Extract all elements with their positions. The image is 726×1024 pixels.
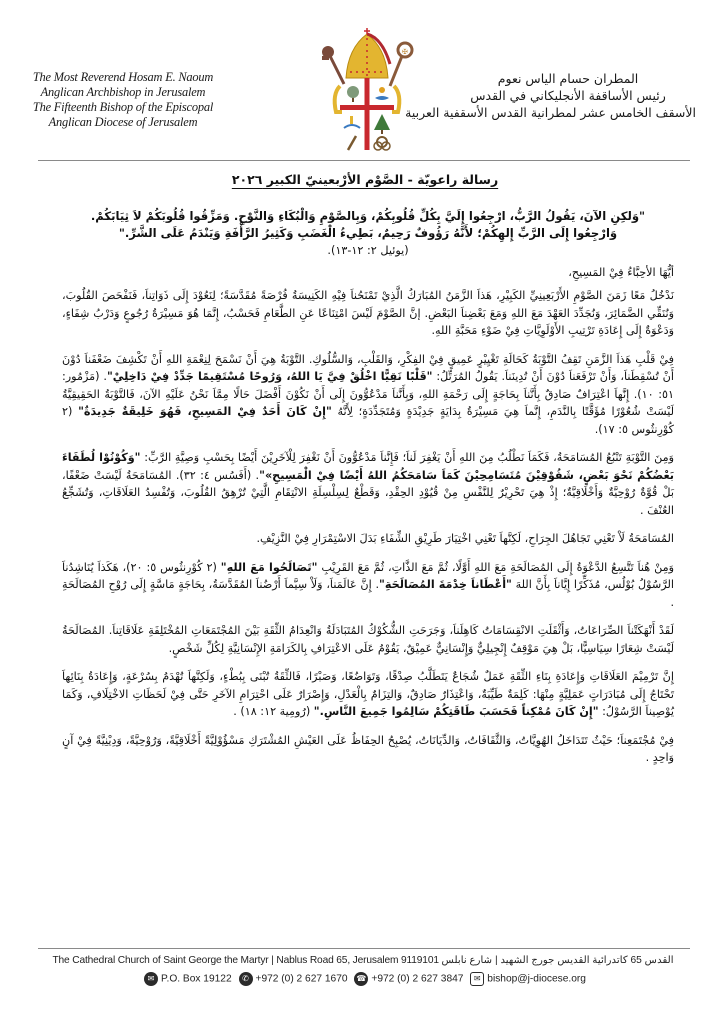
paragraph [62,668,674,721]
letterhead-en-line: The Fifteenth Bishop of the Episcopal [32,100,214,114]
letterhead-ar-line: الأسقف الخامس عشر لمطرانية القدس الأسقفية العربية [405,105,696,120]
letterhead-english [28,70,218,130]
scripture-quote: "إِنْ كَانَ أَحَدٌ فِيْ المَسِيحِ، فَهُوَ خَلِيقَةٌ جَدِيدَةٌ" [78,405,332,418]
phone-number[interactable]: +972 (0) 2 627 1670 [255,973,348,985]
key-icon [322,46,344,84]
greeting: أيُّهَا الأحِبَّاءُ فِيْ المَسِيحِ، [568,265,674,279]
coat-of-arms-icon [282,28,452,153]
paragraph-text: (٢ كُوْرِنثُوس ٥: ١٧). [62,405,674,436]
paragraph-text: فِيْ مُجْتَمَعِناَ؛ حَيْثُ تَتَدَاخَلُ الهُوِيَّاتُ، وَالثَّقَافَاتُ، وَالدِّيَانَاتُ، يُصْبِحُ الحِفَاظُ عَلَى العَيْشِ المُشْتَرَكِ مَسْؤُوْلِيَّةً أَخْلَاقِيَّةً، وَرُوْحِيَّةً، وَدِيْنِيَّةً فِيْ آنٍ وَاحِدٍ . [62,733,674,764]
paragraph [62,351,674,439]
paragraph-text: إِنَّ تَرْمِيْمَ العَلَاقَاتِ وَإِعَادَةِ بِنَاءِ الثِّقَةِ عَمَلٌ شُجَاعٌ يَتَطَلَّبُ صِدْقًا، وَتَوَاضُعًا، وَصَبْرًا، فَالثِّقَةُ تُبْنَى بِبُطْءٍ، وَلَكِنَّهاَ تُهْدَمُ بِسُرْعَةٍ، وَإِعَادَةُ بِنَائِهاَ تَحْتَاجُ إِلَى مُبَادَرَاتٍ عَمَلِيَّةٍ مِنْهَا: كَلِمَةٌ طَيِّبَةٌ، وَاعْتِذَارٌ صَادِقٌ، وَالتِزَامٌ بِالْعَدْلِ، وَإِصْرَارٌ عَلَى احْتِرَامِ الآخَرِ حَتَّى فِيْ لَحَظَاتِ الاخْتِلَافِ، وَكَمَا يُوْصِيناَ الرَّسُوْلُ: [62,670,674,718]
paragraph [62,559,674,612]
letterhead-ar-line: المطران حسام الياس نعوم [497,71,639,86]
footer-contacts [0,972,726,986]
footer-address: The Cathedral Church of Saint George the Martyr | Nablus Road 65, Jerusalem 9119101 القدس 65 كاتدرائية القديس جورج الشهيد | شارع نابلس [52,955,674,966]
email-icon: ✉ [470,972,484,986]
paragraph [62,530,674,548]
sword-icon [348,136,356,150]
mitre-icon [346,28,390,78]
scripture-quote: "أَعْطَاناَ خِدْمَةَ المُصَالَحَةِ" [379,578,512,591]
mailbox-icon: ✉ [144,972,158,986]
scripture-quote: "وَكُوْنُوْا لُطَفَاءَ بَعْضُكُمْ نَحْوَ بَعْضٍ، شَفُوْقِيْنَ مُتَسَامِحِيْنَ كَمَاَ سَامَحَكُمُ اللهُ أَيْضًا فِيْ الْمَسِيحِ»" [62,451,674,482]
paragraph-text: المُسَامَحَةُ لَاْ تَعْنِي تَجَاهُلَ الجِرَاحِ، لَكِنَّهاَ تَعْنِي اخْتِيَارَ طَرِيْقِ الشِّفَاءِ بَدَلَ الاسْتِمْرَارِ فِيْ النَّزِيْفِ. [256,532,674,545]
fax-number: +972 (0) 2 627 3847 [371,973,464,985]
scripture-reference: (يوئيل ٢: ١٢-١٣). [327,244,409,257]
letterhead-arabic [405,70,696,121]
paragraph-text: . (أَفَسُس ٤: ٣٢). المُسَامَحَةُ لَيْسَتْ ضَعْفًا، بَلْ قُوَّةٌ رُوْحِيَّةٌ وَأَخْلَاقِيَّةٌ؛ إِذْ هِيَ تَحْرِيْرٌ لِلنَّفْسِ مِنْ قُيُوْدِ الحِقْدِ، وَقَطْعٌ لِسِلْسِلَةِ الانْتِقَامِ الَّتِيْ تُرْهِقُ القُلُوبَ، وَتُفْسِدُ العَلَاقَاتِ، وَتُشَجِّعُ العُنْفَ . [62,468,674,517]
letterhead-en-line: The Most Reverend Hosam E. Naoum [32,70,214,84]
phone-icon: ✆ [239,972,253,986]
email-link[interactable]: bishop@j-diocese.org [487,973,586,985]
paragraph [62,732,674,767]
water-dove-icon [375,87,389,100]
paragraph-text: (٢ كُوْرِنثُوس ٥: ٢٠)، هَكَذاَ يُنَاشِدُناَ الرَّسُوْلُ بُوْلُس، مُذَكِّرًا إِيَّاناَ بِأَنَّ اللهَ [62,560,674,591]
paragraph-text: وَمِنْ هُناَ تَتَّسِعُ الدَّعْوَةُ إِلَى المُصَالَحَةِ مَعَ اللهِ أَوَّلًا، ثُمَّ مَعَ الذَّاتِ، ثُمَّ مَعَ القَرِيْبِ [317,560,675,574]
letter-body [62,208,674,778]
svg-text:✠: ✠ [402,48,408,56]
cedar-tree-icon [374,114,390,134]
paragraph [62,449,674,519]
fax-icon: ☎ [354,972,368,986]
po-box: P.O. Box 19122 [161,973,232,985]
paragraph-text: . إِنَّ عَالَمَناَ، وَلَاْ سِيَّماَ أَرْضُناَ المُقَدَّسَةُ، بِحَاجَةٍ مَاسَّةٍ إِلَى رُوْحِ المُصَالَحَةِ . [62,578,674,609]
letter-title [210,172,520,187]
letter-title-text: رسالة راعويّة - الصَّوْم الأرْبعينيّ الكبير ٢٠٢٦ [231,172,499,187]
letterhead-en-line: Anglican Diocese of Jerusalem [48,115,198,129]
header-divider [38,160,690,161]
scripture-verse-line: وَارْجِعُوا إِلَى الرَّبِّ إِلهِكُمْ؛ لأَنَّهُ رَؤُوفٌ رَحِيمٌ، بَطِيءُ الْغَضَبِ وَكَثِيرُ الرَّأْفَةِ وَيَنْدَمُ عَلَى الشَّرِّ." [118,226,618,240]
scripture-quote: "قَلْبًا نَقِيًّا اخْلُقْ فِيَّ يَا اللهُ، وَرُوحًا مُسْتَقِيمًا جَدِّدْ فِيْ دَاخِلِيْ" [106,370,433,383]
letterhead-ar-line: رئيس الأساقفة الأنجليكاني في القدس [470,88,666,103]
olive-tree-icon [347,86,359,102]
paragraph-text: لَقَدْ أَنْهَكَتْناَ الصِّرَاعَاتُ، وَأَثْقَلَتِ الانْقِسَامَاتُ كَاهِلَناَ، وَجَرَحَتِ الشُّكُوْكُ المُتَبَادَلَةُ وَانْعِدَامُ الثِّقَةِ بَيْنَ المُجْتَمَعَاتِ المُخْتَلِفَةِ عَلَاقَاتِناَ. المُصَالَحَةُ لَيْسَتْ شِعَارًا سِيَاسِيًّا، بَلْ هِيَ مَوْقِفٌ إِنْجِيلِيٌّ وَإِنْسَانِيٌّ عَمِيْقٌ، يَقُوْمُ عَلَى الاعْتِرَافِ بِالكَرَامَةِ الإِنْسَانِيَّةِ لِكُلِّ شَخْصٍ. [62,624,674,655]
paragraph [62,622,674,657]
chalice-icon [344,116,360,128]
crozier-icon [390,43,412,86]
paragraph [62,287,674,340]
scripture-quote: "إِنْ كَانَ مُمْكِناً فَحَسَبَ طَاقَتِكُمْ سَالِمُوا جَمِيعَ النَّاسِ." [313,705,599,718]
paragraph-text: نَدْخُلُ مَعًا زَمَنَ الصَّوْمِ الأَرْبَعِينِيِّ الكَبِيْرِ، هَذاَ الزَّمَنُ المُبَارَكُ الَّذِيْ تَمْنَحُناَ فِيْهِ الكَنِيسَةُ فُرْصَةً مُقَدَّسَةً؛ لِنَعُوْدَ إِلَى ذَوَاتِناَ، فَنَفْحَصَ القُلُوبَ، وَنُنَقِّي الضَّمَائِرَ، وَنُجَدِّدَ العَهْدَ مَعَ اللهِ وَمَعَ بَعْضِناَ البَعْضِ. إنَّ الصَّوْمَ لَيْسَ امْتِنَاعًا عَنِ الطَّعَامِ فَحَسْبُ، إِنَّمَا هُوَ مَسِيْرَةُ رُجُوعٍ وَدَرْبُ شِفَاءٍ، وَدَعْوَةٌ إِلَى إِعَادَةِ تَرْتِيبِ الأَوْلَوِيَّاتِ فِيْ ضَوْءِ مَحَبَّةِ اللهِ. [62,289,674,337]
paragraph-text: وَمِنَ التَّوْبَةِ تَنْبُعُ المُسَامَحَةُ، فَكَمَاَ نَطْلُبُ مِنَ اللهِ أَنْ يَغْفِرَ لَناَ؛ فَإِنَّناَ مَدْعُوُّونَ أَنْ نَغْفِرَ لِلْآخَرِيْنَ أَيْضًا بِحَسْبِ وَصِيَّةِ الرَّبِّ: [140,451,674,464]
footer-divider [38,948,690,949]
trinity-knot-icon [374,137,390,150]
paragraph-text: (رُومِية ١٢: ١٨) . [233,705,314,718]
scripture-quote: "تَصَالَحُوا مَعَ اللهِ" [220,560,318,574]
letterhead-en-line: Anglican Archbishop in Jerusalem [40,85,206,99]
paragraph-text: فِيْ قَلْبِ هَذاَ الزَّمَنِ تَقِفُ التَّوْبَةُ كَحَالَةِ تَغْيِيْرٍ عَمِيقٍ فِيْ الفِكْرِ، وَالقَلْبِ، وَالسُّلُوكِ. التَّوْبَةُ هِيَ أَنْ نَسْمَحَ لِنِعْمَةِ اللهِ أَنْ تَكْشِفَ ضَعْفَناَ دُوْنَ أَنْ تُسْقِطَناَ، وَأَنْ تَرْفَعَناَ دُوْنَ أَنْ تُدِينَناَ. يَقُولُ المُرَتِّلُ: [62,352,674,383]
scripture-verse-line: "وَلكِنِ الآنَ، يَقُولُ الرَّبُّ، ارْجِعُوا إِلَيَّ بِكُلِّ قُلُوبِكُمْ، وَبِالصَّوْمِ وَالْبُكَاءِ وَالنَّوْحِ. وَمَزِّقُوا قُلُوبَكُمْ لاَ ثِيَابَكُمْ. [90,209,646,223]
paragraph-text: . (مَزْمُور: ٥١: ١٠). إِنَّهاَ اعْتِرَافٌ صَادِقٌ بِأَنَّناَ بِحَاجَةٍ إِلَى رَحْمَةِ اللهِ، وَبِأَنَّناَ مَدْعُوُّونَ إِلَى أَنْ نَكُوْنَ أَفْضَلَ حَالًا مِمَّاَ نَحْنُ عَلَيْهِ الآنَ، فَالتَّوْبَةُ الحَقِيقِيَّةُ لَيْسَتْ شُعُوْرًا مُؤَقَّتًا بِالنَّدَمِ، إِنَّماَ هِيَ مَسِيْرَةُ بِدَايَةٍ جَدِيْدَةٍ وَمُتَجَدِّدَةٍ؛ لِأَنَّهُ [62,370,675,418]
